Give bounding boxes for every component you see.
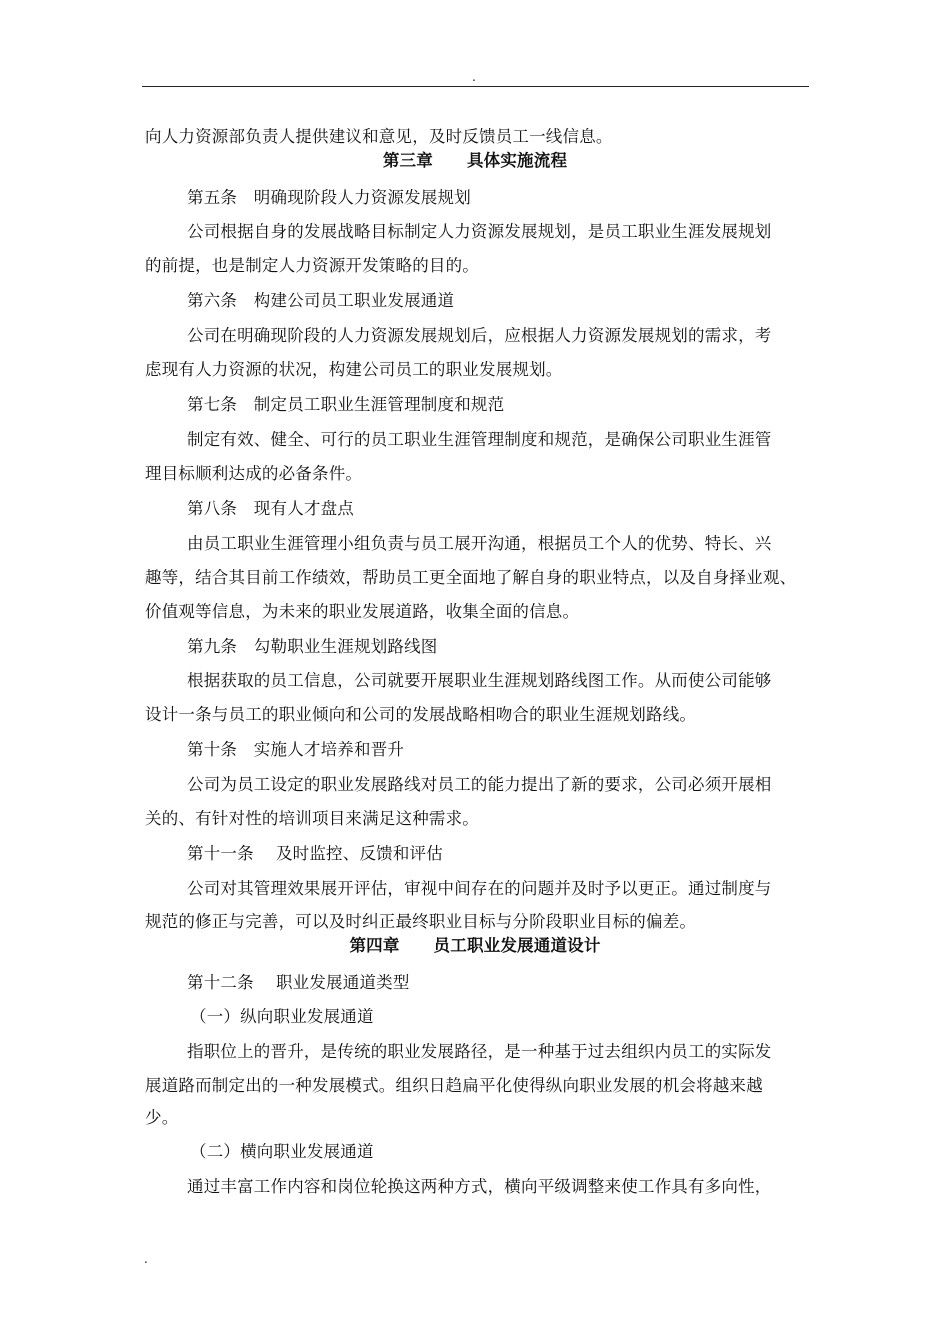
article-heading: 第十条 实施人才培养和晋升 bbox=[187, 740, 405, 759]
article-heading: 第十二条 职业发展通道类型 bbox=[187, 973, 410, 992]
article-heading: 第十一条 及时监控、反馈和评估 bbox=[187, 844, 443, 863]
paragraph-line: 关的、有针对性的培训项目来满足这种需求。 bbox=[145, 809, 479, 828]
footer-marker: . bbox=[144, 1252, 148, 1266]
paragraph-line: 通过丰富工作内容和岗位轮换这两种方式，横向平级调整来使工作具有多向性， bbox=[187, 1177, 772, 1196]
article-heading: 第六条 构建公司员工职业发展通道 bbox=[187, 291, 455, 310]
article-heading: 第八条 现有人才盘点 bbox=[187, 499, 354, 518]
paragraph-line: 公司在明确现阶段的人力资源发展规划后，应根据人力资源发展规划的需求，考 bbox=[187, 326, 772, 345]
paragraph-line: 价值观等信息，为未来的职业发展道路，收集全面的信息。 bbox=[145, 602, 580, 621]
paragraph-line: 的前提，也是制定人力资源开发策略的目的。 bbox=[145, 256, 479, 275]
paragraph-line: 设计一条与员工的职业倾向和公司的发展战略相吻合的职业生涯规划路线。 bbox=[145, 705, 697, 724]
paragraph-line: 趣等，结合其目前工作绩效，帮助员工更全面地了解自身的职业特点，以及自身择业观、 bbox=[145, 568, 797, 587]
chapter-number: 第三章 bbox=[382, 151, 433, 170]
paragraph-line: 少。 bbox=[145, 1108, 179, 1127]
section-heading: （一）纵向职业发展通道 bbox=[190, 1007, 374, 1026]
article-heading: 第九条 勾勒职业生涯规划路线图 bbox=[187, 637, 438, 656]
paragraph-line: 理目标顺利达成的必备条件。 bbox=[145, 464, 363, 483]
article-heading: 第五条 明确现阶段人力资源发展规划 bbox=[187, 188, 471, 207]
paragraph-line: 规范的修正与完善，可以及时纠正最终职业目标与分阶段职业目标的偏差。 bbox=[145, 912, 697, 931]
paragraph-line: 公司根据自身的发展战略目标制定人力资源发展规划，是员工职业生涯发展规划 bbox=[187, 222, 772, 241]
paragraph-line: 展道路而制定出的一种发展模式。组织日趋扁平化使得纵向职业发展的机会将越来越 bbox=[145, 1076, 763, 1095]
paragraph-line: 指职位上的晋升，是传统的职业发展路径，是一种基于过去组织内员工的实际发 bbox=[187, 1042, 772, 1061]
chapter-number: 第四章 bbox=[349, 936, 400, 955]
chapter-title: 具体实施流程 bbox=[466, 151, 568, 170]
section-heading: （二）横向职业发展通道 bbox=[190, 1142, 374, 1161]
paragraph-line: 公司为员工设定的职业发展路线对员工的能力提出了新的要求，公司必须开展相 bbox=[187, 775, 772, 794]
paragraph-line: 公司对其管理效果展开评估，审视中间存在的问题并及时予以更正。通过制度与 bbox=[187, 879, 772, 898]
chapter-heading bbox=[0, 935, 950, 957]
paragraph-line: 由员工职业生涯管理小组负责与员工展开沟通，根据员工个人的优势、特长、兴 bbox=[187, 534, 772, 553]
paragraph-line: 根据获取的员工信息，公司就要开展职业生涯规划路线图工作。从而使公司能够 bbox=[187, 671, 772, 690]
paragraph-line: 虑现有人力资源的状况，构建公司员工的职业发展规划。 bbox=[145, 360, 563, 379]
header-marker: . bbox=[472, 70, 476, 84]
header-rule bbox=[142, 86, 809, 87]
chapter-title: 员工职业发展通道设计 bbox=[433, 936, 601, 955]
article-heading: 第七条 制定员工职业生涯管理制度和规范 bbox=[187, 395, 505, 414]
paragraph-line: 制定有效、健全、可行的员工职业生涯管理制度和规范，是确保公司职业生涯管 bbox=[187, 430, 772, 449]
body-line: 向人力资源部负责人提供建议和意见，及时反馈员工一线信息。 bbox=[145, 127, 613, 146]
chapter-heading bbox=[0, 150, 950, 172]
